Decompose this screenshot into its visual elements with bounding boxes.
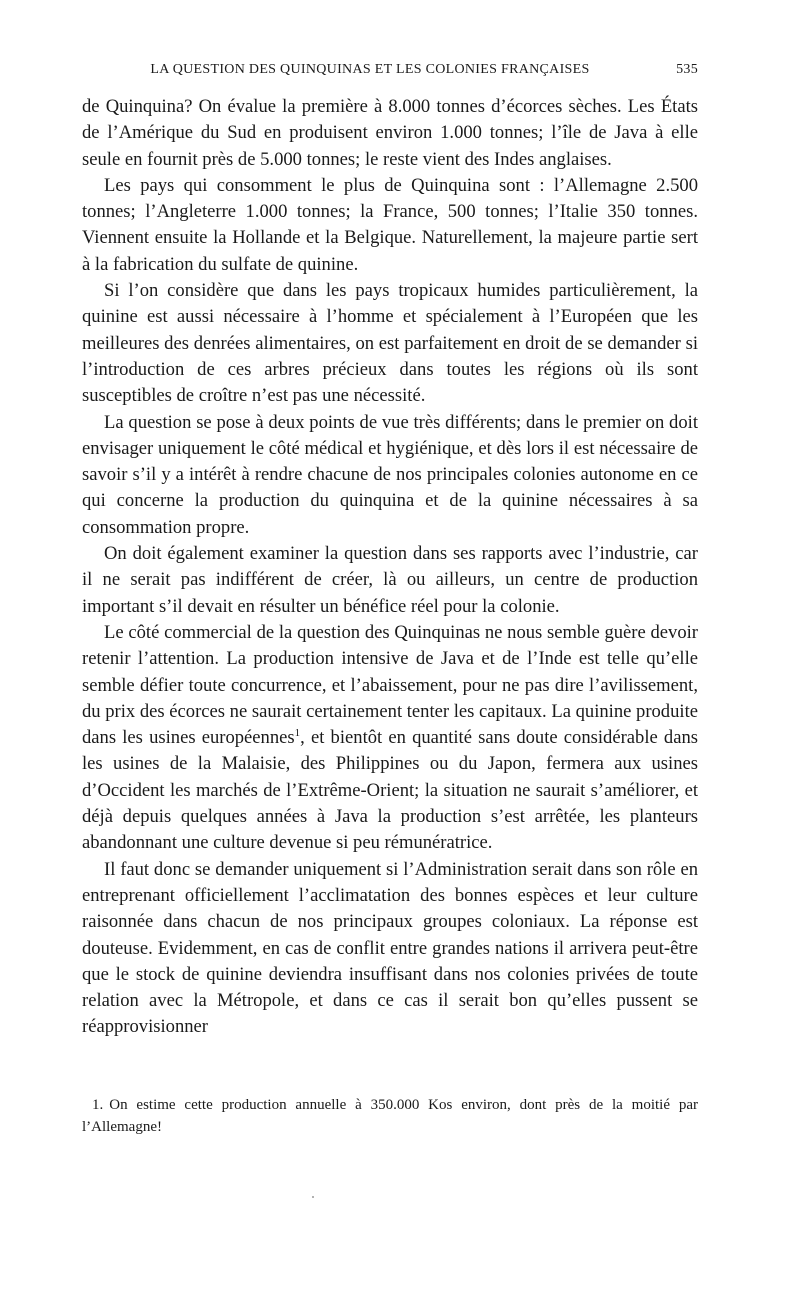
paragraph: Il faut donc se demander uniquement si l’Administration serait dans son rôle en entreprenant officiellement l’acclimatation des bonnes espèces et leur culture raisonnée dans chacun de nos principaux groupes coloniaux. La réponse est douteuse. Evidemment, en cas de conflit entre grandes nations il arrivera peut-être que le stock de quinine deviendra insuffisant dans nos colonies privées de toute relation avec la Métropole, et dans ce cas il serait bon qu’elles pussent se réapprovisionner — [82, 858, 698, 1038]
page-number: 535 — [676, 62, 698, 77]
paragraph: Si l’on considère que dans les pays tropicaux humides particulièrement, la quinine est aussi nécessaire à l’homme et spécialement à l’Européen que les meilleures des denrées alimentaires, on est parfaitement en droit de se demander si l’introduction de ces arbres précieux dans toutes les régions où ils sont susceptibles de croître n’est pas une nécessité. — [82, 280, 698, 407]
footnote-text: On estime cette production annuelle à 350.000 Kos environ, dont près de la moitié par l’Allemagne! — [82, 1097, 698, 1135]
paragraph: On doit également examiner la question dans ses rapports avec l’industrie, car il ne serait pas indifférent de créer, là ou ailleurs, un centre de production important s’il devait en résulter un bénéfice réel pour la colonie. — [82, 543, 698, 617]
page — [82, 58, 698, 1041]
footnote — [82, 1094, 698, 1138]
footnote-marker: 1. — [92, 1097, 104, 1113]
paragraph: de Quinquina? On évalue la première à 8.000 tonnes d’écorces sèches. Les États de l’Amérique du Sud en produisent environ 1.000 tonnes; l’île de Java à elle seule en fournit près de 5.000 tonnes; le reste vient des Indes anglaises. — [82, 96, 698, 170]
body-text — [82, 94, 698, 1041]
paragraph-text: , et bientôt en quantité sans doute considérable dans les usines de la Malaisie, des Philippines ou du Japon, fermera aux usines d’Occident les marchés de l’Extrême-Orient; la situation ne saurait s’améliorer, et déjà depuis quelques années à Java la production s’est arrêtée, les planteurs abandonnant une culture devenue si peu rémunératrice. — [82, 727, 699, 854]
running-head — [82, 58, 698, 88]
footnote-reference: 1 — [294, 726, 301, 739]
print-speck — [312, 1196, 314, 1198]
paragraph-text: Le côté commercial de la question des Quinquinas ne nous semble guère devoir retenir l’attention. La production intensive de Java et de l’Inde est telle qu’elle semble défier toute concurrence, et l’abaissement, pour ne pas dire l’avilissement, du prix des écorces ne saurait certainement tenter les capitaux. La quinine produite dans les usines européennes — [82, 621, 698, 749]
paragraph: Les pays qui consomment le plus de Quinquina sont : l’Allemagne 2.500 tonnes; l’Angleterre 1.000 tonnes; la France, 500 tonnes; l’Italie 350 tonnes. Viennent ensuite la Hollande et la Belgique. Naturellement, la majeure partie sert à la fabrication du sulfate de quinine. — [82, 174, 698, 275]
paragraph: La question se pose à deux points de vue très différents; dans le premier on doit envisager uniquement le côté médical et hygiénique, et dès lors il est nécessaire de savoir s’il y a intérêt à rendre chacune de nos principales colonies autonome en ce qui concerne la production du quinquina et de la quinine nécessaires à sa consommation propre. — [82, 411, 698, 538]
paragraph — [82, 620, 698, 857]
running-title: LA QUESTION DES QUINQUINAS ET LES COLONIES FRANÇAISES — [150, 62, 590, 77]
